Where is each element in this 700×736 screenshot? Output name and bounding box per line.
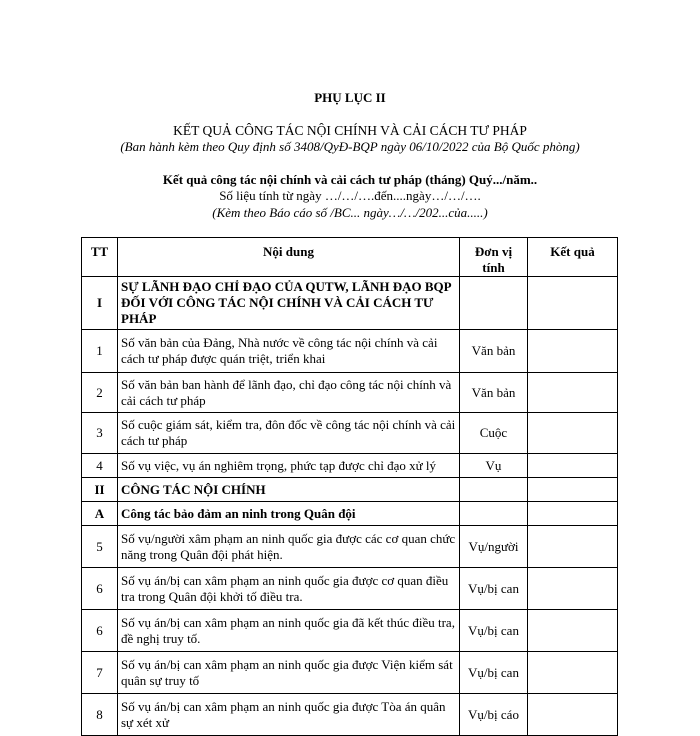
row-content: Số vụ việc, vụ án nghiêm trọng, phức tạp được chỉ đạo xử lý xyxy=(118,454,460,478)
row-result xyxy=(528,478,618,502)
table-row xyxy=(82,526,618,568)
row-content: Số vụ án/bị can xâm phạm an ninh quốc gia được Tòa án quân sự xét xử xyxy=(118,694,460,736)
table-row xyxy=(82,373,618,413)
table-row xyxy=(82,568,618,610)
table-row xyxy=(82,454,618,478)
row-unit xyxy=(460,478,528,502)
row-result xyxy=(528,413,618,454)
row-unit: Cuộc xyxy=(460,413,528,454)
row-content: Số vụ án/bị can xâm phạm an ninh quốc gia được cơ quan điều tra trong Quân đội khởi tố điều tra. xyxy=(118,568,460,610)
row-number: 4 xyxy=(82,454,118,478)
table-row xyxy=(82,330,618,373)
row-number: 8 xyxy=(82,694,118,736)
row-result xyxy=(528,330,618,373)
row-number: II xyxy=(82,478,118,502)
row-result xyxy=(528,652,618,694)
row-unit xyxy=(460,277,528,330)
row-number: I xyxy=(82,277,118,330)
row-result xyxy=(528,454,618,478)
table-row xyxy=(82,502,618,526)
col-header-tt: TT xyxy=(82,238,118,277)
row-unit xyxy=(460,502,528,526)
row-content: Số văn bản ban hành để lãnh đạo, chỉ đạo công tác nội chính và cải cách tư pháp xyxy=(118,373,460,413)
row-content: Số vụ/người xâm phạm an ninh quốc gia được các cơ quan chức năng trong Quân đội phát hiện. xyxy=(118,526,460,568)
table-row xyxy=(82,610,618,652)
appendix-label: PHỤ LỤC II xyxy=(314,90,386,105)
col-header-unit: Đơn vị tính xyxy=(460,238,528,277)
row-unit: Vụ/bị can xyxy=(460,652,528,694)
row-content: Số cuộc giám sát, kiểm tra, đôn đốc về công tác nội chính và cải cách tư pháp xyxy=(118,413,460,454)
row-number: 6 xyxy=(82,610,118,652)
row-unit: Văn bản xyxy=(460,373,528,413)
issued-note: (Ban hành kèm theo Quy định số 3408/QyĐ-BQP ngày 06/10/2022 của Bộ Quốc phòng) xyxy=(120,139,580,154)
row-result xyxy=(528,526,618,568)
table-header-row xyxy=(82,238,618,277)
row-content: Số vụ án/bị can xâm phạm an ninh quốc gia đã kết thúc điều tra, đề nghị truy tố. xyxy=(118,610,460,652)
table-row xyxy=(82,652,618,694)
row-number: 3 xyxy=(82,413,118,454)
data-period: Số liệu tính từ ngày …/…/….đến....ngày…/…/…. xyxy=(219,188,481,203)
row-number: 5 xyxy=(82,526,118,568)
row-unit: Vụ/bị can xyxy=(460,568,528,610)
table-row xyxy=(82,478,618,502)
row-result xyxy=(528,568,618,610)
row-content: Số văn bản của Đảng, Nhà nước về công tác nội chính và cải cách tư pháp được quán triệt, triển khai xyxy=(118,330,460,373)
row-number: 7 xyxy=(82,652,118,694)
attached-report-note: (Kèm theo Báo cáo số /BC... ngày…/…/202...của.....) xyxy=(212,205,488,220)
row-unit: Vụ/bị cáo xyxy=(460,694,528,736)
row-unit: Vụ xyxy=(460,454,528,478)
row-unit: Vụ/bị can xyxy=(460,610,528,652)
row-number: 1 xyxy=(82,330,118,373)
row-result xyxy=(528,610,618,652)
document-title: KẾT QUẢ CÔNG TÁC NỘI CHÍNH VÀ CẢI CÁCH TƯ PHÁP xyxy=(173,123,527,138)
row-content: SỰ LÃNH ĐẠO CHỈ ĐẠO CỦA QUTW, LÃNH ĐẠO BQP ĐỐI VỚI CÔNG TÁC NỘI CHÍNH VÀ CẢI CÁCH TƯ PHÁP xyxy=(118,277,460,330)
row-number: 6 xyxy=(82,568,118,610)
row-unit: Vụ/người xyxy=(460,526,528,568)
table-row xyxy=(82,413,618,454)
row-result xyxy=(528,373,618,413)
row-number: 2 xyxy=(82,373,118,413)
row-content: Số vụ án/bị can xâm phạm an ninh quốc gia được Viện kiểm sát quân sự truy tố xyxy=(118,652,460,694)
result-heading: Kết quả công tác nội chính và cải cách tư pháp (tháng) Quý.../năm.. xyxy=(162,172,538,187)
row-result xyxy=(528,277,618,330)
row-result xyxy=(528,502,618,526)
row-number: A xyxy=(82,502,118,526)
row-content: CÔNG TÁC NỘI CHÍNH xyxy=(118,478,460,502)
row-unit: Văn bản xyxy=(460,330,528,373)
report-table xyxy=(81,237,618,736)
table-row xyxy=(82,277,618,330)
row-content: Công tác bảo đảm an ninh trong Quân đội xyxy=(118,502,460,526)
col-header-result: Kết quả xyxy=(528,238,618,277)
col-header-content: Nội dung xyxy=(118,238,460,277)
